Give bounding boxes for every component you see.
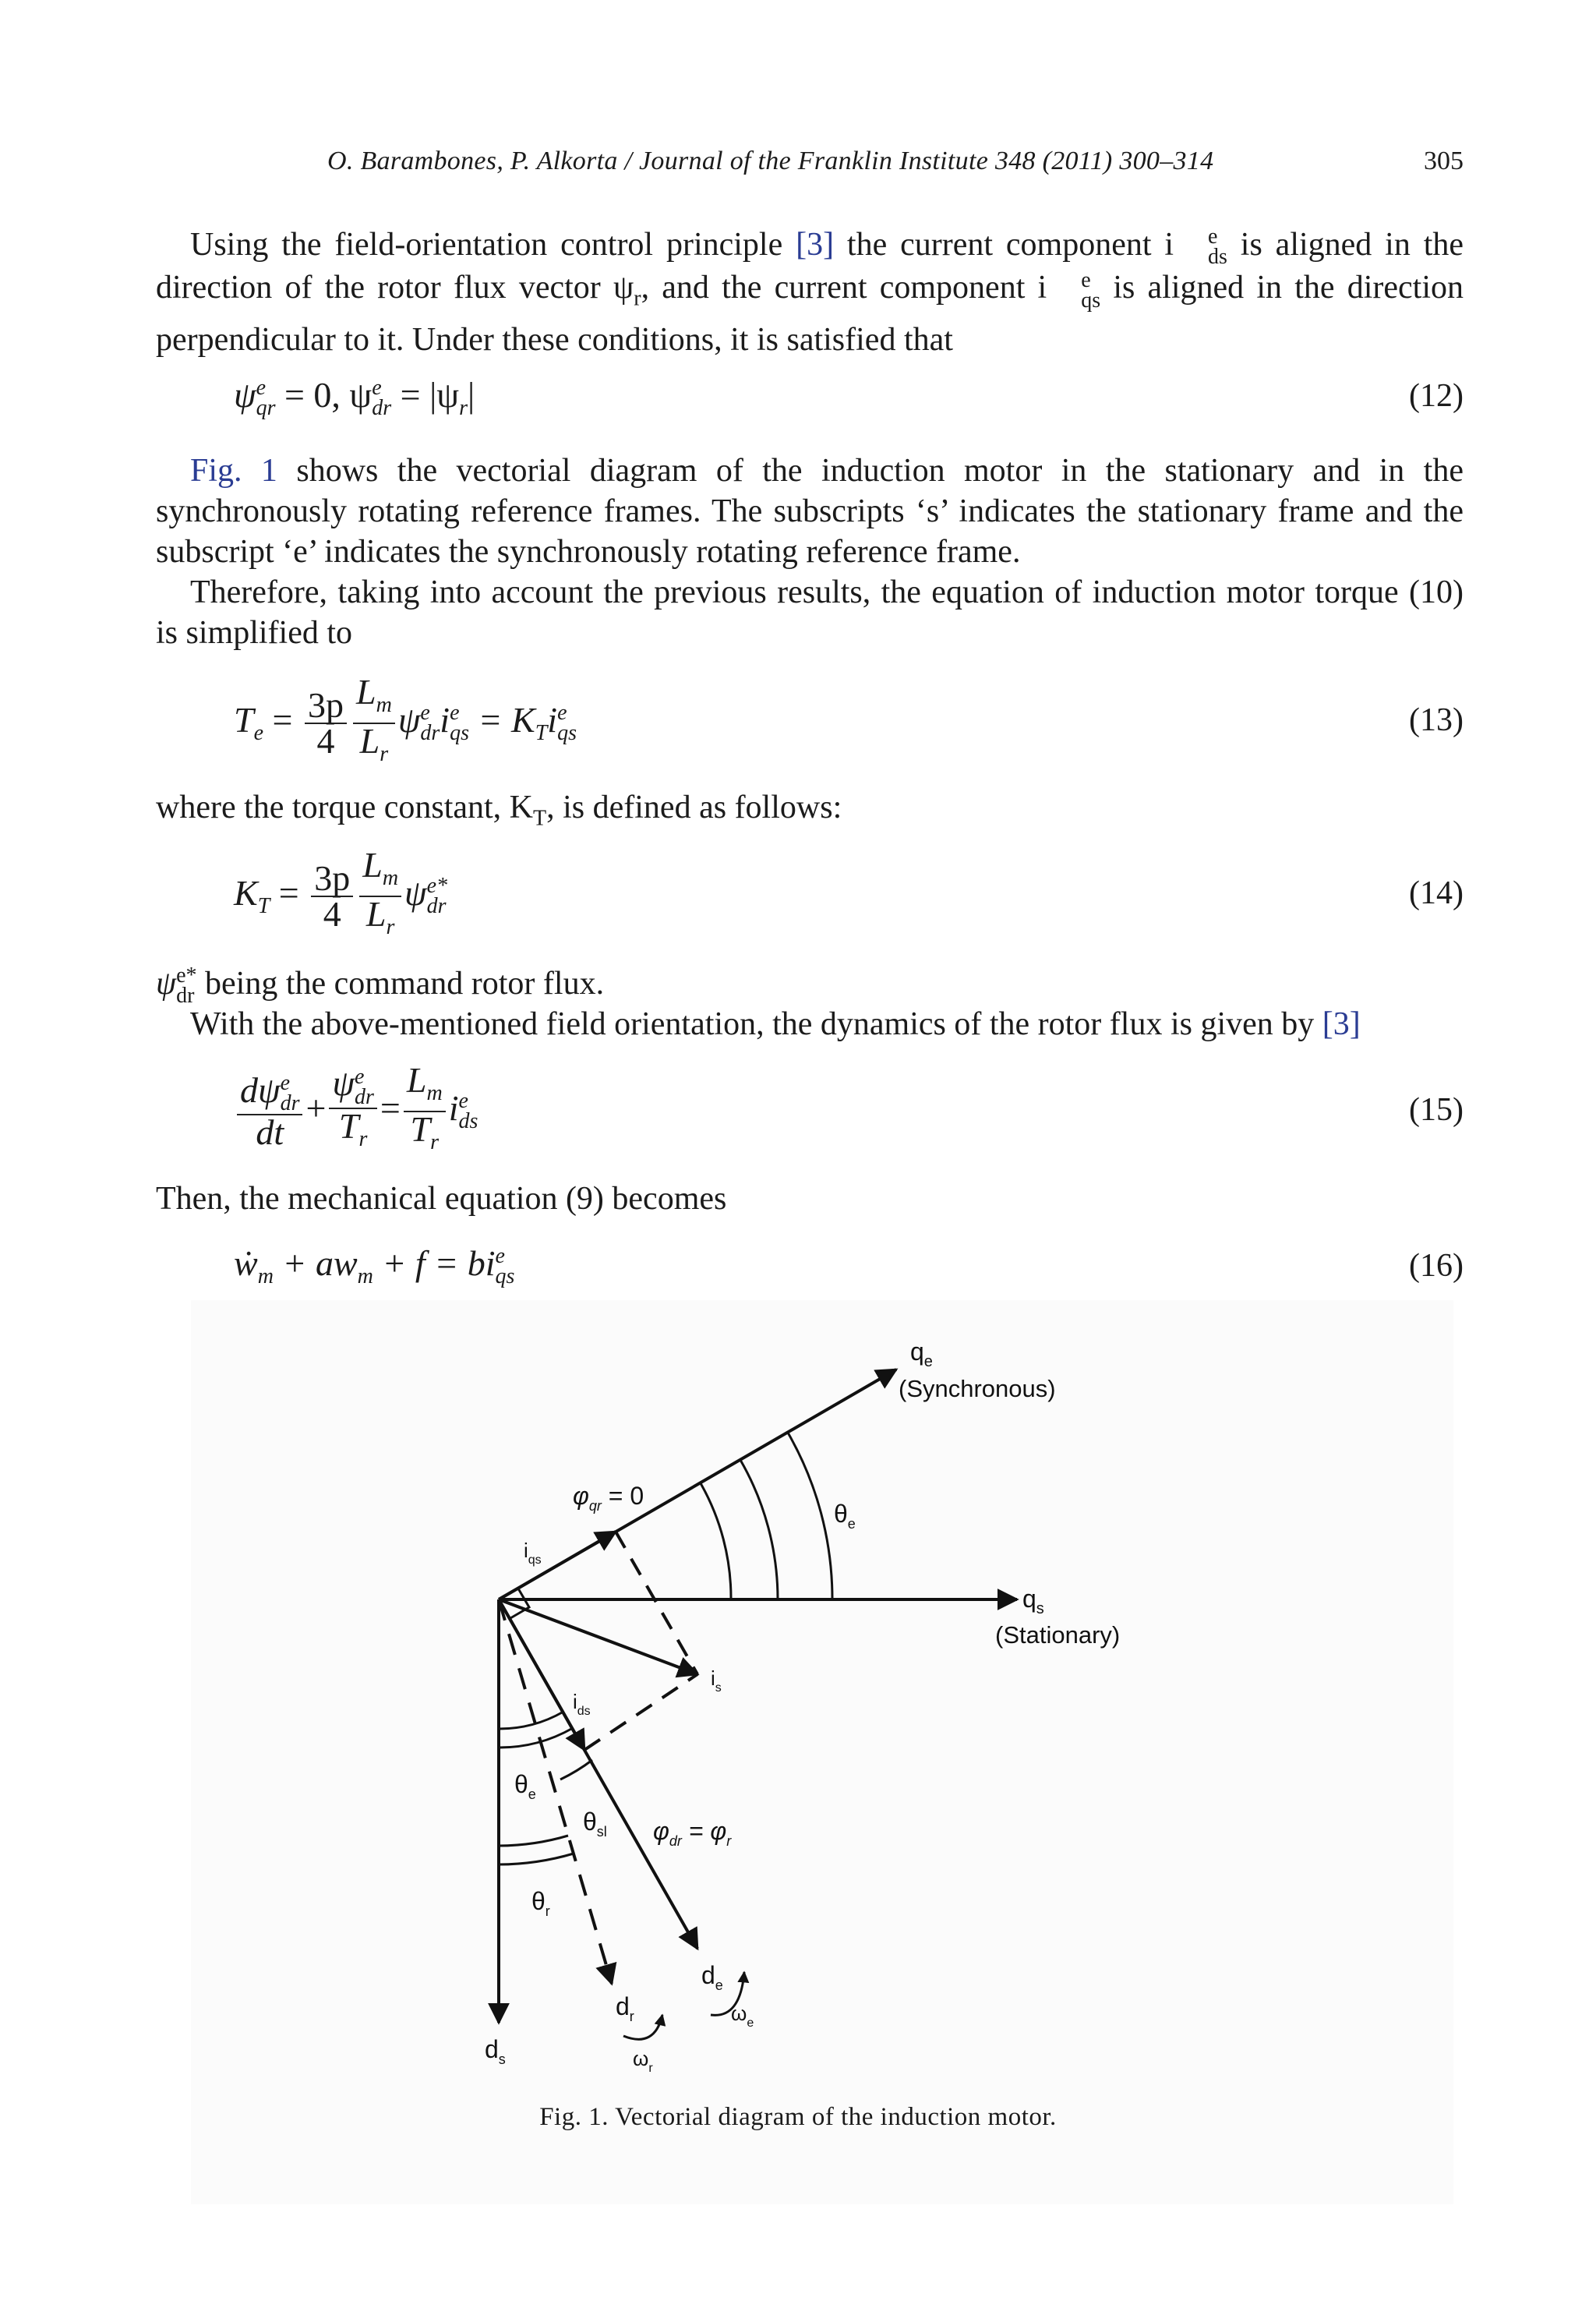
label-theta-e-top: $\theta_e$ [834, 1500, 856, 1532]
equation-number-14: (14) [1409, 875, 1464, 911]
iqs-vector [499, 1532, 616, 1599]
label-synchronous: (Synchronous) [899, 1375, 1056, 1402]
label-theta-e: $\theta_e$ [514, 1770, 536, 1802]
arc-theta-sl [560, 1760, 592, 1779]
equation-15: dψ e dr dt + ψ e dr $T_r$ = $\frac{L_m}{T_r}$ i e ds [234, 1063, 478, 1160]
paragraph-1: Using the field-orientation control principle [3] the current component i e ds is aligned in the direction of the rotor flux vector $\psi_r$, and the current component i e qs is aligned in the direction perpendicular to it. Under these conditions, it is satisfied that [156, 224, 1464, 358]
projection-q [616, 1532, 697, 1674]
page-number: 305 [1424, 147, 1464, 175]
paragraph-6: With the above-mentioned field orientation, the dynamics of the rotor flux is given by [3] [190, 1006, 1361, 1042]
label-phi-dr: $\varphi_{dr} = \varphi_r$ [653, 1817, 732, 1849]
label-omega-e: $\omega_e$ [731, 2002, 754, 2030]
p1-text-d: , and the current component i [641, 270, 1047, 306]
p1-text-b: the current component i [834, 227, 1174, 263]
iqs-indices: e qs [1081, 267, 1101, 313]
vector-diagram [191, 1300, 1453, 2204]
label-qe: $q_e$ [910, 1338, 933, 1370]
p1-text-e: is aligned in the direction perpendicular to it. Under these conditions, it is satisfied that [156, 270, 1464, 358]
is-vector [499, 1599, 697, 1674]
label-stationary: (Stationary) [995, 1621, 1121, 1649]
label-phi-qr: $\varphi_{qr} = 0$ [573, 1482, 644, 1514]
running-head: O. Barambones, P. Alkorta / Journal of the Franklin Institute 348 (2011) 300–314 [327, 147, 1214, 175]
label-de: $d_e$ [701, 1961, 723, 1993]
p1-text-c: is aligned in the direction of the rotor flux vector ψ [156, 227, 1464, 306]
paragraph-7: Then, the mechanical equation (9) becomes [156, 1181, 727, 1217]
projection-d [584, 1674, 697, 1750]
figure-caption: Fig. 1. Vectorial diagram of the induction motor. [539, 2103, 1057, 2131]
arc-theta-e-2 [499, 1728, 573, 1748]
paragraph-4: where the torque constant, $K_T$, is defined as follows: [156, 790, 842, 831]
figure-link[interactable]: Fig. 1 [190, 453, 277, 489]
equation-14: $K_T$ = $\frac{3p}{4}$ $\frac{L_m}{L_r}$ ψ e* dr [234, 845, 448, 940]
paragraph-2 [156, 451, 1464, 572]
paragraph-3: Therefore, taking into account the previous results, the equation of induction motor torque (10) is simplified to [156, 574, 1464, 651]
label-theta-sl: $\theta_{sl}$ [583, 1808, 607, 1840]
label-theta-r: $\theta_r$ [531, 1887, 550, 1919]
arc-theta-r-2 [499, 1854, 574, 1864]
theta-arc-2 [740, 1460, 778, 1599]
equation-12: ψ e qr = 0, ψ e dr = $|\psi_r|$ [234, 375, 475, 421]
citation-link-2[interactable]: [3] [1322, 1006, 1361, 1042]
label-ds: $d_s$ [485, 2035, 506, 2067]
citation-link[interactable]: [3] [796, 227, 835, 263]
theta-arc-1 [701, 1483, 731, 1599]
p1-text-a: Using the field-orientation control principle [190, 227, 796, 263]
figure-1 [191, 1300, 1453, 2204]
label-iqs: $i_{qs}$ [524, 1539, 542, 1567]
label-dr: $d_r$ [616, 1992, 634, 2024]
theta-arc-3 [788, 1433, 832, 1599]
equation-16: ẇ$_m$ + $aw_m + f$ = bi e qs [234, 1243, 515, 1289]
equation-number-12: (12) [1409, 378, 1464, 414]
equation-number-16: (16) [1409, 1248, 1464, 1284]
page-header [156, 147, 1464, 186]
label-qs: $q_s$ [1022, 1585, 1044, 1617]
equation-13: $T_e$ = $\frac{3p}{4}$ $\frac{L_m}{L_r}$ ψ e dr i e qs = $K_Ti$ e qs [234, 672, 577, 767]
ids-indices: e ds [1208, 224, 1227, 270]
label-is: $i_s$ [711, 1666, 722, 1695]
label-omega-r: $\omega_r$ [633, 2047, 653, 2075]
equation-number-15: (15) [1409, 1092, 1464, 1128]
arc-theta-r-1 [499, 1836, 568, 1846]
paragraph-5: ψ e* dr being the command rotor flux. [156, 963, 605, 1009]
label-ids: $i_{ds}$ [573, 1690, 591, 1718]
p2-text: shows the vectorial diagram of the induction motor in the stationary and in the synchronously rotating reference frames. The subscripts ‘s’ indicates the stationary frame and the subscript ‘e’ indicates the synchronously rotating reference frame. [156, 453, 1464, 570]
equation-number-13: (13) [1409, 702, 1464, 738]
